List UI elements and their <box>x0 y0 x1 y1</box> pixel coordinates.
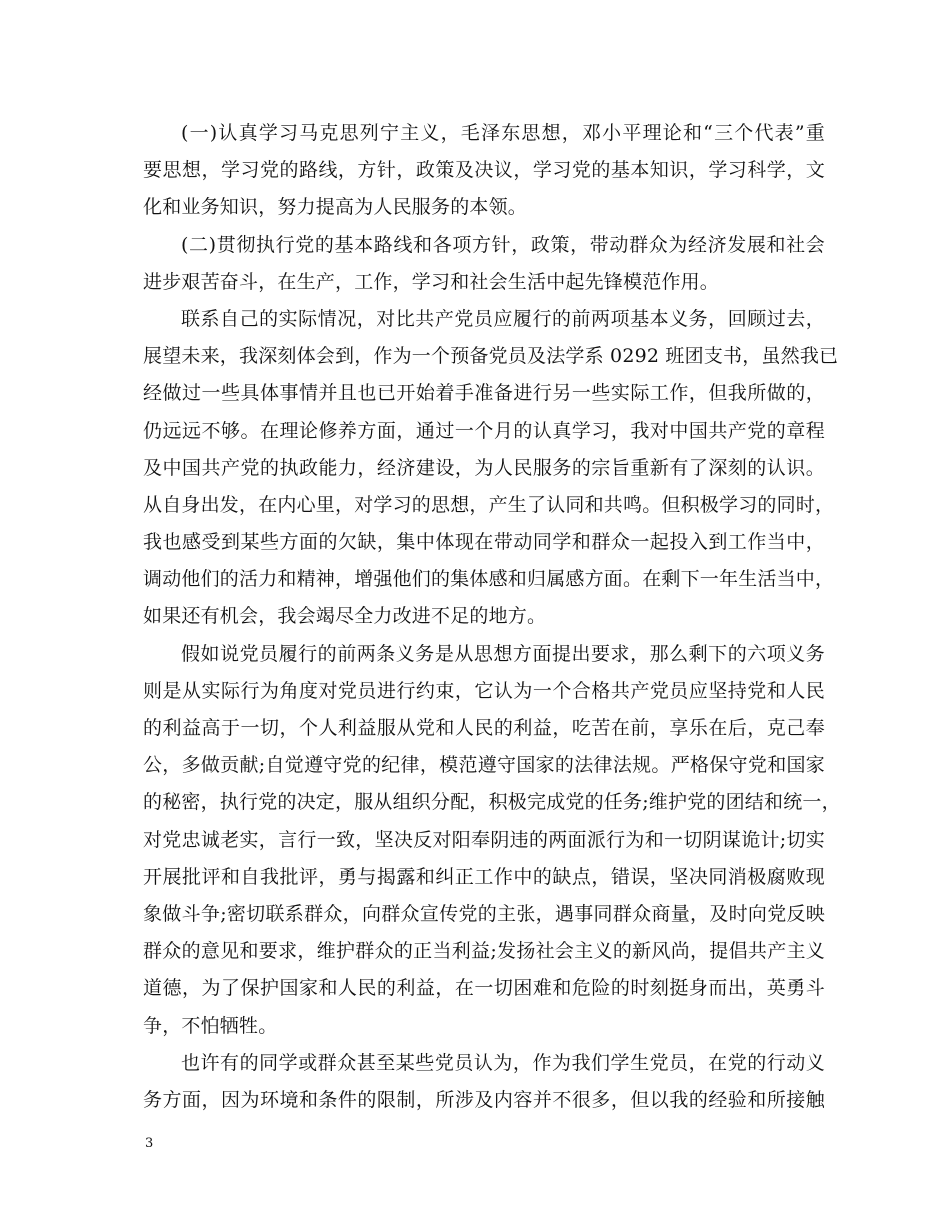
text-line: 公，多做贡献;自觉遵守党的纪律，模范遵守国家的法律法规。严格保守党和国家 <box>143 754 825 777</box>
text-line: 进步艰苦奋斗，在生产，工作，学习和社会生活中起先锋模范作用。 <box>143 270 720 293</box>
text-line: 争，不怕牺牲。 <box>143 1014 278 1037</box>
text-line: 对党忠诚老实，言行一致，坚决反对阳奉阴违的两面派行为和一切阴谋诡计;切实 <box>143 828 825 851</box>
text-line: (一)认真学习马克思列宁主义，毛泽东思想，邓小平理论和“三个代表”重 <box>181 122 825 144</box>
text-line: 也许有的同学或群众甚至某些党员认为，作为我们学生党员，在党的行动义 <box>181 1051 825 1074</box>
text-line: 开展批评和自我批评，勇与揭露和纠正工作中的缺点，错误，坚决同消极腐败现 <box>143 865 825 888</box>
text-line: 的秘密，执行党的决定，服从组织分配，积极完成党的任务;维护党的团结和统一， <box>143 791 841 814</box>
page-number: 3 <box>145 1136 154 1151</box>
text-line: 仍远远不够。在理论修养方面，通过一个月的认真学习，我对中国共产党的章程 <box>143 419 825 442</box>
text-line: 则是从实际行为角度对党员进行约束，它认为一个合格共产党员应坚持党和人民 <box>143 679 825 702</box>
text-line: 群众的意见和要求，维护群众的正当利益;发扬社会主义的新风尚，提倡共产主义 <box>143 940 825 963</box>
text-line: 如果还有机会，我会竭尽全力改进不足的地方。 <box>143 605 547 628</box>
body-text <box>143 115 841 1119</box>
text-line: 展望未来，我深刻体会到，作为一个预备党员及法学系 0292 班团支书，虽然我已 <box>143 345 839 368</box>
text-line: (二)贯彻执行党的基本路线和各项方针，政策，带动群众为经济发展和社会 <box>181 233 825 256</box>
text-line: 联系自己的实际情况，对比共产党员应履行的前两项基本义务，回顾过去， <box>181 307 825 330</box>
text-line: 从自身出发，在内心里，对学习的思想，产生了认同和共鸣。但积极学习的同时， <box>143 493 835 516</box>
text-line: 我也感受到某些方面的欠缺，集中体现在带动同学和群众一起投入到工作当中， <box>143 531 825 554</box>
text-line: 要思想，学习党的路线，方针，政策及决议，学习党的基本知识，学习科学，文 <box>143 159 825 182</box>
text-line: 化和业务知识，努力提高为人民服务的本领。 <box>143 196 528 219</box>
text-line: 道德，为了保护国家和人民的利益，在一切困难和危险的时刻挺身而出，英勇斗 <box>143 977 825 1000</box>
text-line: 象做斗争;密切联系群众，向群众宣传党的主张，遇事同群众商量，及时向党反映 <box>143 902 825 925</box>
text-line: 务方面，因为环境和条件的限制，所涉及内容并不很多，但以我的经验和所接触 <box>143 1088 825 1111</box>
text-line: 及中国共产党的执政能力，经济建设，为人民服务的宗旨重新有了深刻的认识。 <box>143 456 825 479</box>
text-line: 调动他们的活力和精神，增强他们的集体感和归属感方面。在剩下一年生活当中， <box>143 568 835 591</box>
text-line: 假如说党员履行的前两条义务是从思想方面提出要求，那么剩下的六项义务 <box>181 642 825 665</box>
text-line: 经做过一些具体事情并且也已开始着手准备进行另一些实际工作，但我所做的， <box>143 382 825 405</box>
text-line: 的利益高于一切，个人利益服从党和人民的利益，吃苦在前，享乐在后，克己奉 <box>143 717 825 739</box>
